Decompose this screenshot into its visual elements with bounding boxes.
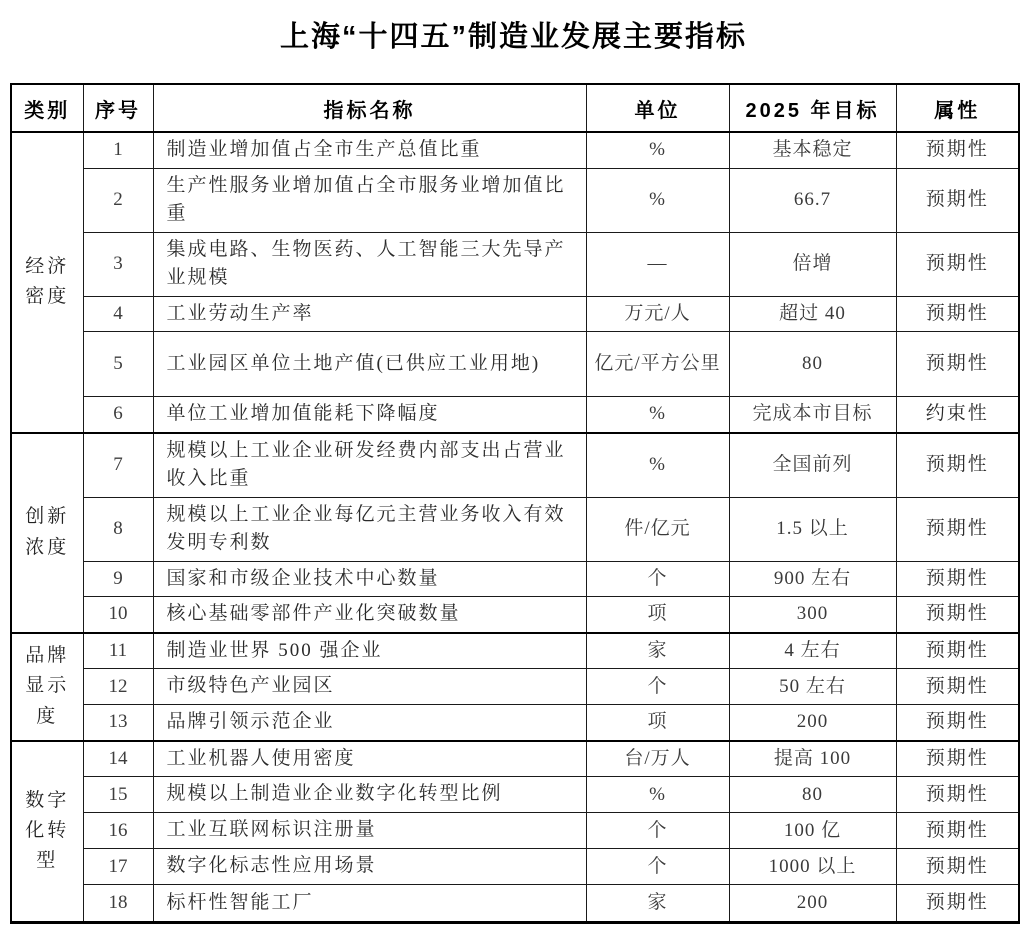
unit-cell: 件/亿元	[586, 497, 729, 561]
attribute-cell: 预期性	[896, 332, 1019, 397]
row-no-cell: 3	[83, 232, 153, 296]
attribute-cell: 预期性	[896, 296, 1019, 332]
indicator-name-cell: 市级特色产业园区	[153, 669, 586, 705]
table-row	[11, 669, 1019, 705]
indicator-name-cell: 制造业增加值占全市生产总值比重	[153, 132, 586, 168]
unit-cell: 台/万人	[586, 741, 729, 777]
row-no-cell: 17	[83, 849, 153, 885]
attribute-cell: 预期性	[896, 885, 1019, 923]
row-no-cell: 2	[83, 168, 153, 232]
category-cell: 数字化转型	[11, 741, 83, 923]
document-page	[0, 14, 1027, 930]
indicator-name-cell: 国家和市级企业技术中心数量	[153, 561, 586, 597]
table-row	[11, 497, 1019, 561]
table-row	[11, 433, 1019, 498]
table-row	[11, 885, 1019, 923]
column-header-no: 序号	[83, 84, 153, 132]
target-cell: 300	[729, 597, 896, 633]
indicator-name-cell: 工业劳动生产率	[153, 296, 586, 332]
attribute-cell: 预期性	[896, 777, 1019, 813]
row-no-cell: 9	[83, 561, 153, 597]
row-no-cell: 5	[83, 332, 153, 397]
indicator-name-cell: 品牌引领示范企业	[153, 705, 586, 741]
table-row	[11, 777, 1019, 813]
indicator-name-cell: 规模以上工业企业研发经费内部支出占营业收入比重	[153, 433, 586, 498]
attribute-cell: 预期性	[896, 168, 1019, 232]
attribute-cell: 预期性	[896, 849, 1019, 885]
table-row	[11, 296, 1019, 332]
row-no-cell: 6	[83, 397, 153, 433]
attribute-cell: 预期性	[896, 705, 1019, 741]
table-row	[11, 397, 1019, 433]
table-row	[11, 561, 1019, 597]
indicator-name-cell: 单位工业增加值能耗下降幅度	[153, 397, 586, 433]
target-cell: 全国前列	[729, 433, 896, 498]
row-no-cell: 18	[83, 885, 153, 923]
unit-cell: 亿元/平方公里	[586, 332, 729, 397]
target-cell: 提高 100	[729, 741, 896, 777]
unit-cell: 项	[586, 705, 729, 741]
table-header	[11, 84, 1019, 132]
category-cell: 经济密度	[11, 132, 83, 433]
unit-cell: 个	[586, 849, 729, 885]
table-row	[11, 597, 1019, 633]
indicators-table-body	[11, 132, 1019, 923]
target-cell: 1.5 以上	[729, 497, 896, 561]
row-no-cell: 7	[83, 433, 153, 498]
attribute-cell: 预期性	[896, 741, 1019, 777]
row-no-cell: 11	[83, 633, 153, 669]
table-row	[11, 232, 1019, 296]
row-no-cell: 8	[83, 497, 153, 561]
indicator-name-cell: 工业互联网标识注册量	[153, 813, 586, 849]
attribute-cell: 预期性	[896, 813, 1019, 849]
row-no-cell: 16	[83, 813, 153, 849]
row-no-cell: 13	[83, 705, 153, 741]
target-cell: 66.7	[729, 168, 896, 232]
indicator-name-cell: 核心基础零部件产业化突破数量	[153, 597, 586, 633]
unit-cell: 家	[586, 885, 729, 923]
target-cell: 200	[729, 705, 896, 741]
table-row	[11, 705, 1019, 741]
column-header-unit: 单位	[586, 84, 729, 132]
indicator-name-cell: 规模以上工业企业每亿元主营业务收入有效发明专利数	[153, 497, 586, 561]
target-cell: 4 左右	[729, 633, 896, 669]
target-cell: 完成本市目标	[729, 397, 896, 433]
row-no-cell: 1	[83, 132, 153, 168]
target-cell: 1000 以上	[729, 849, 896, 885]
row-no-cell: 14	[83, 741, 153, 777]
indicator-name-cell: 工业园区单位土地产值(已供应工业用地)	[153, 332, 586, 397]
indicator-name-cell: 工业机器人使用密度	[153, 741, 586, 777]
table-row	[11, 813, 1019, 849]
row-no-cell: 10	[83, 597, 153, 633]
attribute-cell: 约束性	[896, 397, 1019, 433]
row-no-cell: 4	[83, 296, 153, 332]
attribute-cell: 预期性	[896, 597, 1019, 633]
target-cell: 基本稳定	[729, 132, 896, 168]
table-row	[11, 741, 1019, 777]
row-no-cell: 12	[83, 669, 153, 705]
column-header-name: 指标名称	[153, 84, 586, 132]
attribute-cell: 预期性	[896, 232, 1019, 296]
header-row	[11, 84, 1019, 132]
column-header-category: 类别	[11, 84, 83, 132]
unit-cell: 个	[586, 561, 729, 597]
unit-cell: %	[586, 397, 729, 433]
target-cell: 80	[729, 332, 896, 397]
category-cell: 创新浓度	[11, 433, 83, 633]
table-row	[11, 633, 1019, 669]
attribute-cell: 预期性	[896, 433, 1019, 498]
target-cell: 200	[729, 885, 896, 923]
column-header-attr: 属性	[896, 84, 1019, 132]
column-header-target: 2025 年目标	[729, 84, 896, 132]
table-row	[11, 132, 1019, 168]
table-row	[11, 332, 1019, 397]
indicators-table	[10, 83, 1020, 924]
target-cell: 80	[729, 777, 896, 813]
target-cell: 超过 40	[729, 296, 896, 332]
attribute-cell: 预期性	[896, 561, 1019, 597]
unit-cell: 家	[586, 633, 729, 669]
indicator-name-cell: 规模以上制造业企业数字化转型比例	[153, 777, 586, 813]
unit-cell: 个	[586, 669, 729, 705]
unit-cell: 万元/人	[586, 296, 729, 332]
row-no-cell: 15	[83, 777, 153, 813]
indicator-name-cell: 标杆性智能工厂	[153, 885, 586, 923]
target-cell: 100 亿	[729, 813, 896, 849]
table-row	[11, 849, 1019, 885]
unit-cell: %	[586, 433, 729, 498]
indicator-name-cell: 制造业世界 500 强企业	[153, 633, 586, 669]
category-cell: 品牌显示度	[11, 633, 83, 741]
target-cell: 900 左右	[729, 561, 896, 597]
table-row	[11, 168, 1019, 232]
unit-cell: 项	[586, 597, 729, 633]
indicator-name-cell: 集成电路、生物医药、人工智能三大先导产业规模	[153, 232, 586, 296]
attribute-cell: 预期性	[896, 497, 1019, 561]
document-title: 上海“十四五”制造业发展主要指标	[279, 21, 747, 53]
attribute-cell: 预期性	[896, 669, 1019, 705]
attribute-cell: 预期性	[896, 132, 1019, 168]
unit-cell: %	[586, 132, 729, 168]
unit-cell: %	[586, 168, 729, 232]
unit-cell: %	[586, 777, 729, 813]
indicator-name-cell: 生产性服务业增加值占全市服务业增加值比重	[153, 168, 586, 232]
target-cell: 倍增	[729, 232, 896, 296]
unit-cell: —	[586, 232, 729, 296]
unit-cell: 个	[586, 813, 729, 849]
indicator-name-cell: 数字化标志性应用场景	[153, 849, 586, 885]
target-cell: 50 左右	[729, 669, 896, 705]
attribute-cell: 预期性	[896, 633, 1019, 669]
